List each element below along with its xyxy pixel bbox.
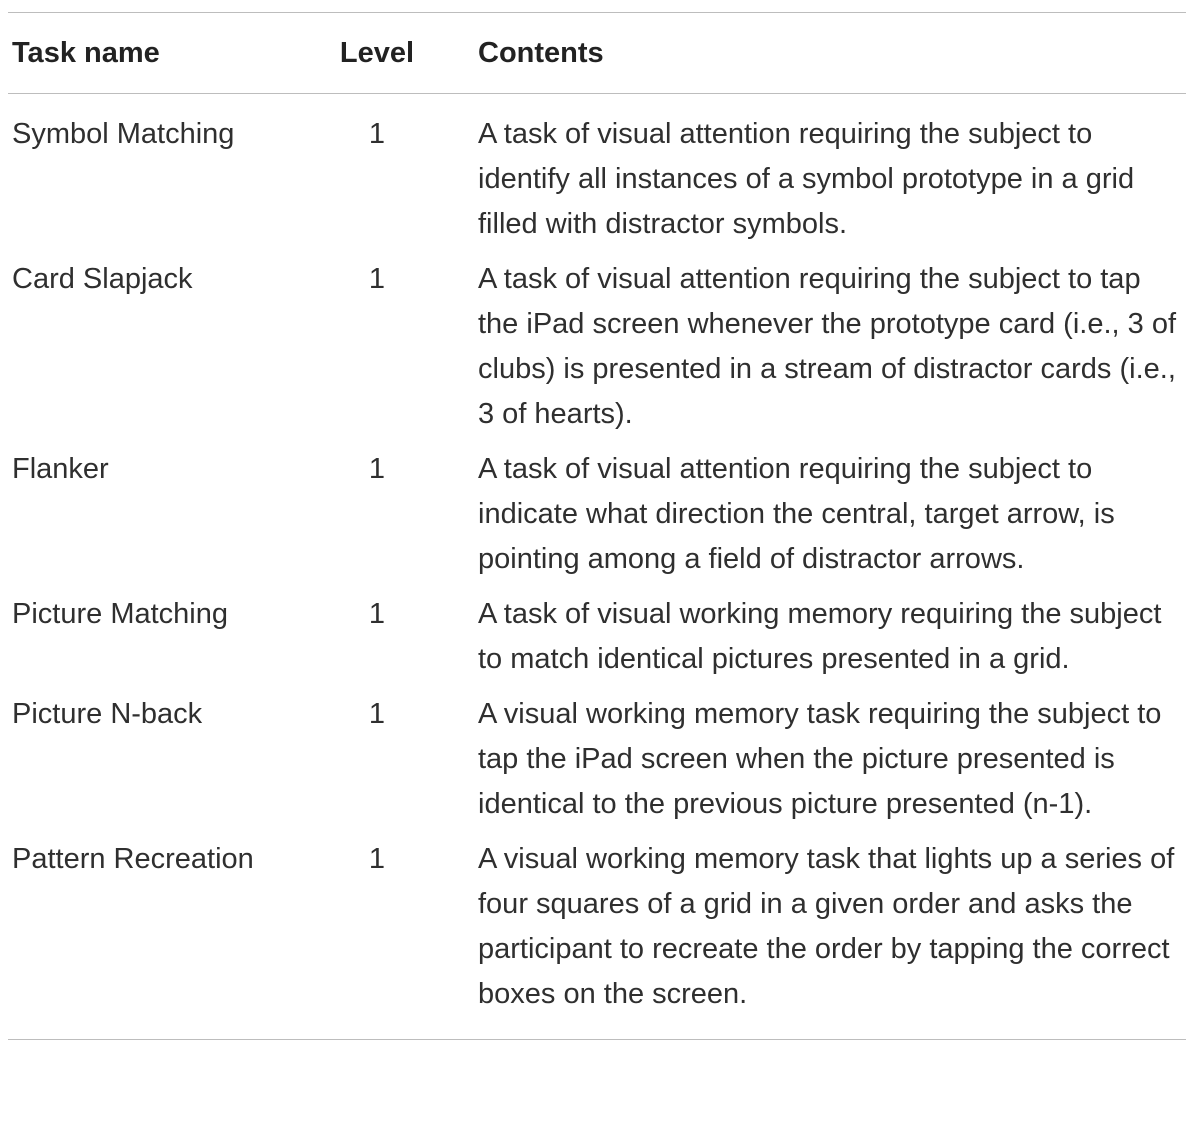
header-task-name: Task name xyxy=(12,36,160,69)
task-table-container xyxy=(8,12,1196,1040)
table-header xyxy=(8,13,1186,94)
level-cell: 1 xyxy=(368,118,386,150)
header-level: Level xyxy=(339,36,415,69)
header-row xyxy=(8,13,1186,94)
contents-cell: A visual working memory task that lights up a series of four squares of a grid in a given order and asks the participant to recreate the order by tapping the correct boxes on the screen. xyxy=(478,843,1175,1010)
table-row xyxy=(8,592,1186,692)
level-cell: 1 xyxy=(368,843,386,875)
table-row xyxy=(8,257,1186,447)
top-spacer xyxy=(0,0,1200,12)
contents-cell: A task of visual working memory requiring the subject to match identical pictures presented in a grid. xyxy=(478,598,1162,675)
table-body xyxy=(8,94,1186,1040)
table-row xyxy=(8,837,1186,1040)
table-row xyxy=(8,447,1186,592)
contents-cell: A task of visual attention requiring the subject to tap the iPad screen whenever the prototype card (i.e., 3 of clubs) is presented in a stream of distractor cards (i.e., 3 of hearts). xyxy=(478,263,1177,430)
header-contents: Contents xyxy=(478,36,604,69)
contents-cell: A task of visual attention requiring the subject to identify all instances of a symbol prototype in a grid filled with distractor symbols. xyxy=(478,118,1135,240)
task-name-cell: Picture Matching xyxy=(12,598,228,630)
level-cell: 1 xyxy=(368,263,386,295)
level-cell: 1 xyxy=(368,698,386,730)
task-name-cell: Flanker xyxy=(12,453,109,485)
level-cell: 1 xyxy=(368,453,386,485)
table-row xyxy=(8,692,1186,837)
level-cell: 1 xyxy=(368,598,386,630)
task-name-cell: Picture N-back xyxy=(12,698,203,730)
task-name-cell: Symbol Matching xyxy=(12,118,235,150)
contents-cell: A visual working memory task requiring the subject to tap the iPad screen when the picture presented is identical to the previous picture presented (n-1). xyxy=(478,698,1162,820)
task-table xyxy=(8,12,1186,1040)
contents-cell: A task of visual attention requiring the subject to indicate what direction the central, target arrow, is pointing among a field of distractor arrows. xyxy=(478,453,1115,575)
task-name-cell: Card Slapjack xyxy=(12,263,193,295)
table-row xyxy=(8,94,1186,258)
task-name-cell: Pattern Recreation xyxy=(12,843,254,875)
